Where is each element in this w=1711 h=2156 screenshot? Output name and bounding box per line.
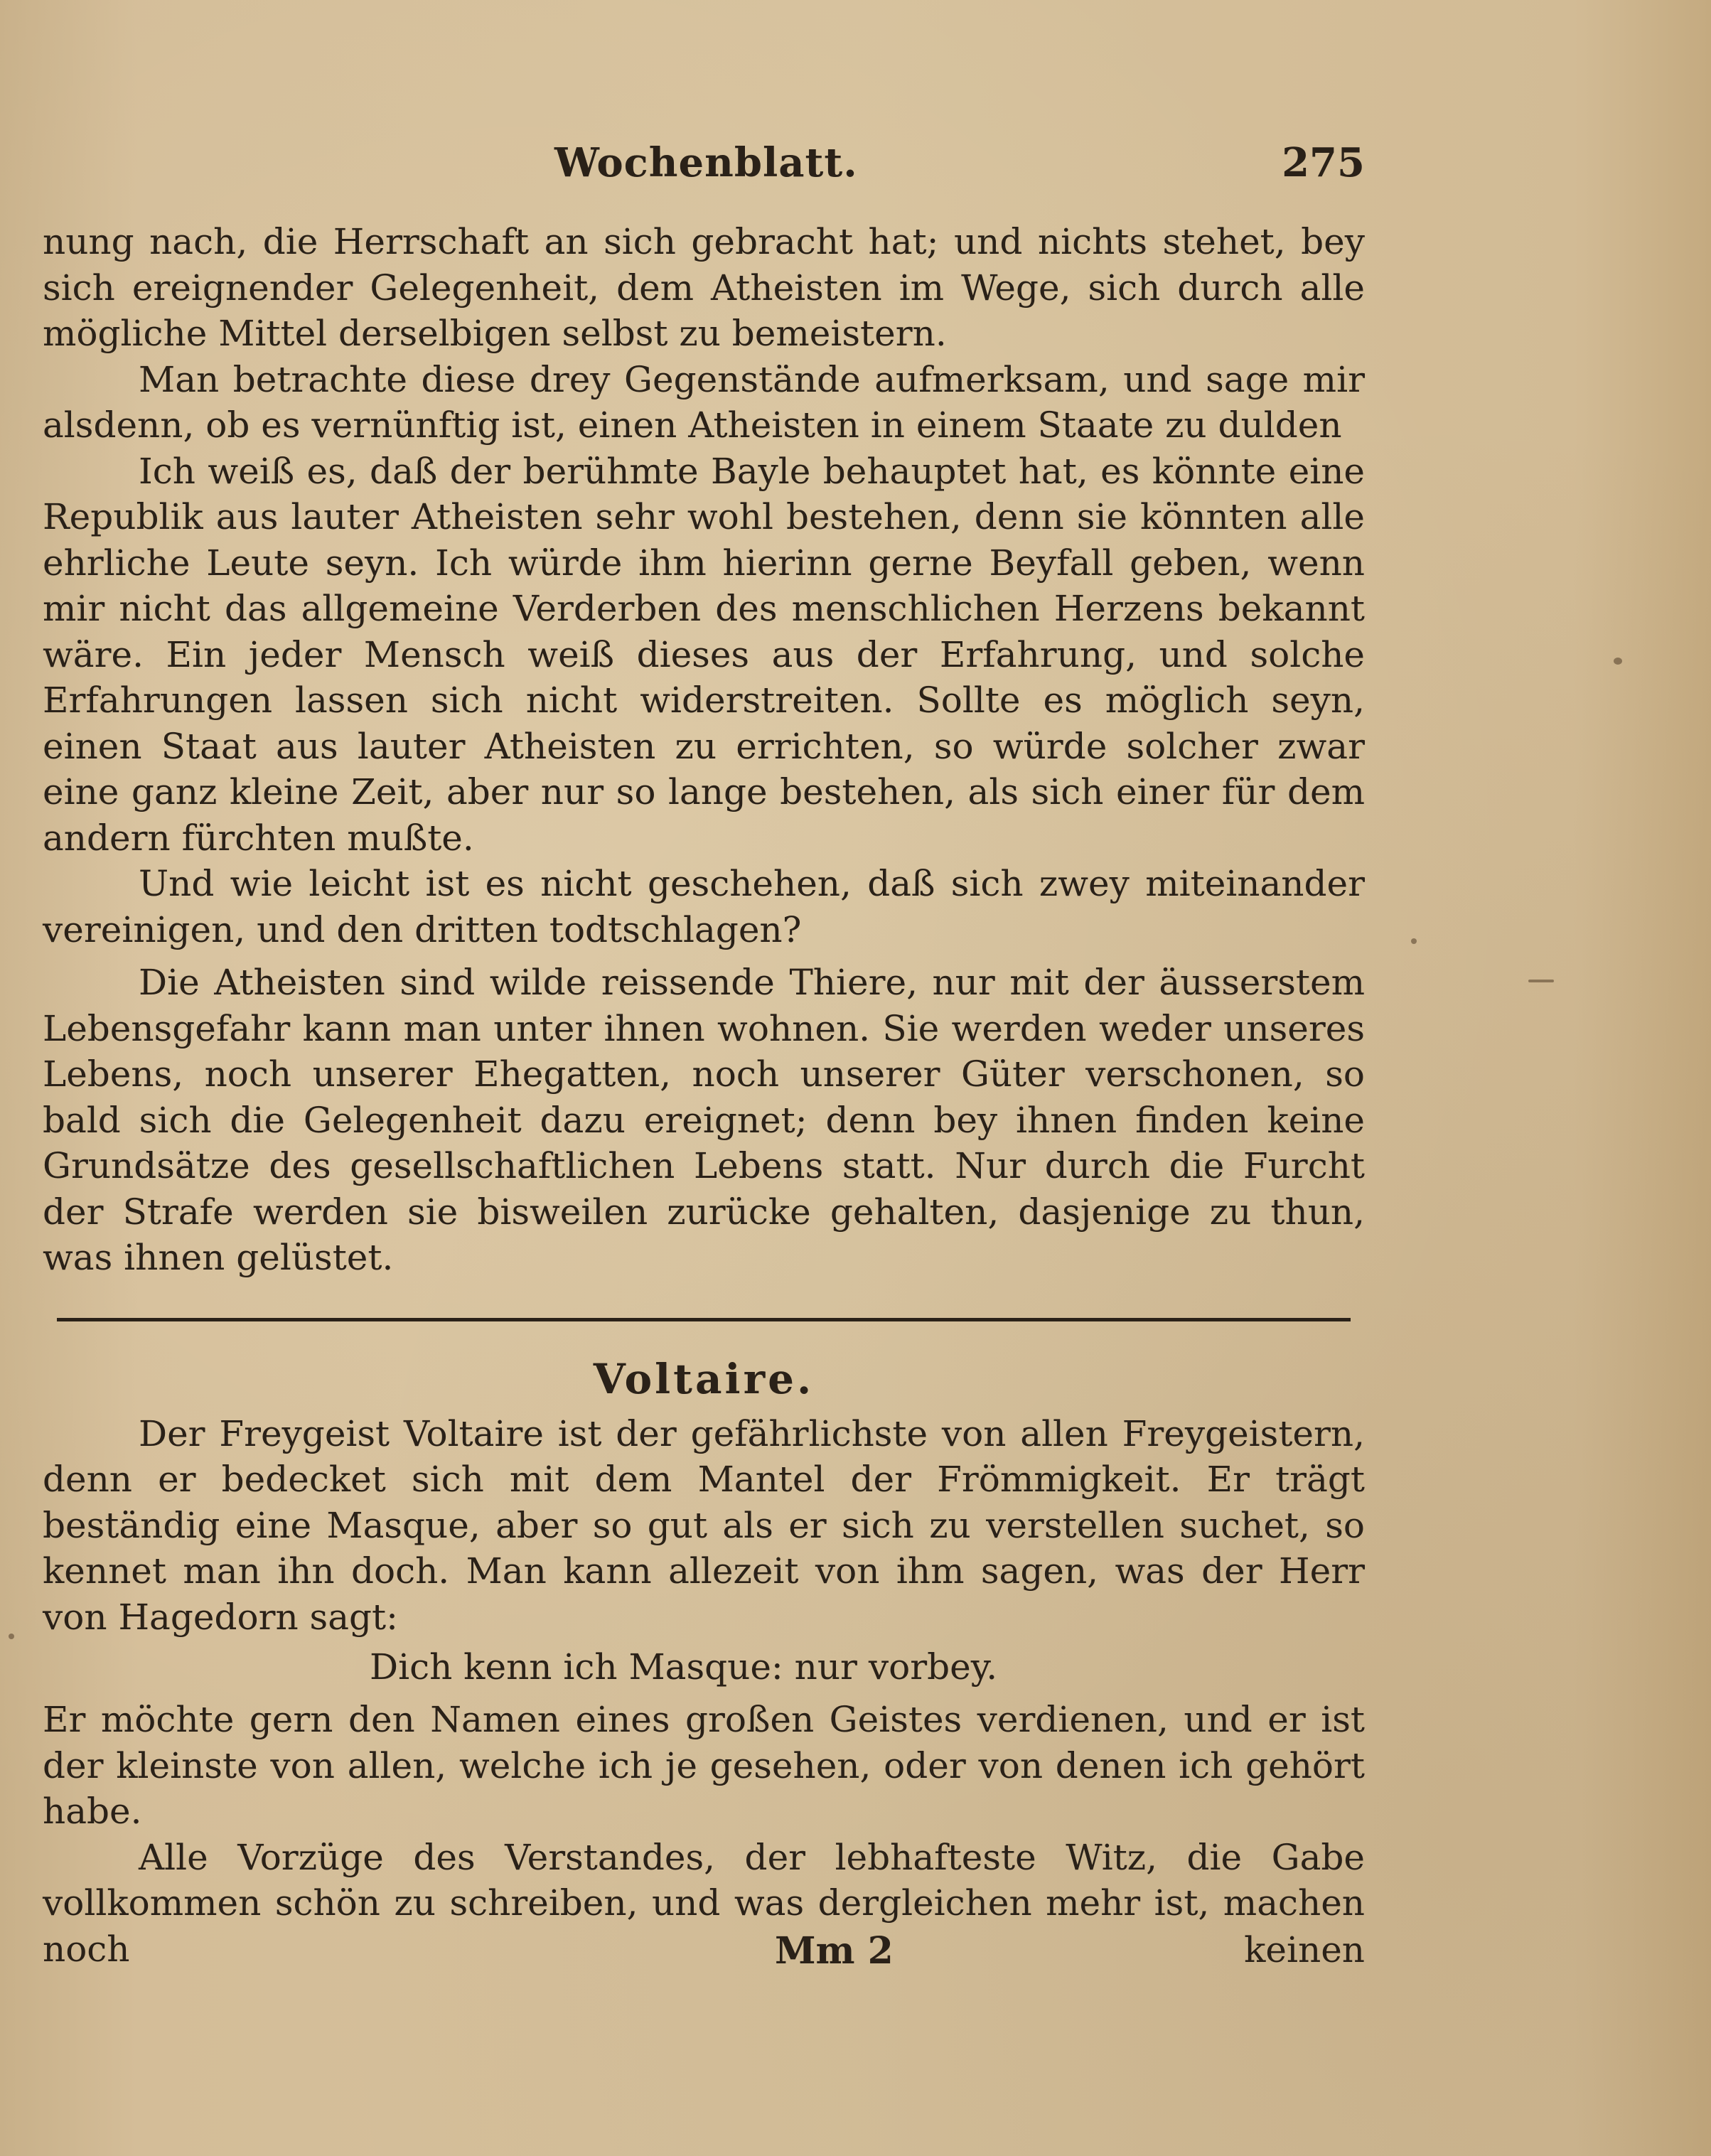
paper-speck — [9, 1634, 14, 1639]
running-title: Wochenblatt. — [554, 139, 858, 186]
section-title: Voltaire. — [593, 1354, 815, 1403]
section-intro: Der Freygeist Voltaire ist der gefährlichste von allen Freygeistern, denn er bedecket sich mit dem Mantel der Frömmigkeit. Er trägt beständig eine Masque, aber so gut als er sich zu verstellen suchet, so kennet man ihn doch. Man kann allezeit von ihm sagen, was der Herr von Hagedorn sagt: — [43, 1412, 1365, 1638]
paragraph: Und wie leicht ist es nicht geschehen, daß sich zwey miteinander vereinigen, und den dritten todtschlagen? — [43, 863, 1365, 950]
page-body — [43, 219, 1365, 1972]
paper-speck — [1411, 938, 1417, 944]
section-divider — [57, 1318, 1351, 1321]
catchword: keinen — [1244, 1929, 1365, 1970]
page-number: 275 — [1282, 139, 1365, 186]
paragraph-continuation: nung nach, die Herrschaft an sich gebracht hat; und nichts stehet, bey sich ereignender Gelegenheit, dem Atheisten im Wege, sich durch alle mögliche Mittel derselbigen selbst zu bemeistern. — [43, 221, 1365, 354]
paragraph: Man betrachte diese drey Gegenstände aufmerksam, und sage mir alsdenn, ob es vernünftig ist, einen Atheisten in einem Staate zu dulden — [43, 358, 1365, 446]
page-header — [43, 139, 1365, 189]
paper-speck — [1528, 980, 1554, 982]
paper-speck — [1614, 658, 1622, 665]
page-footer — [43, 1929, 1365, 1979]
paragraph: Er möchte gern den Namen eines großen Geistes verdienen, und er ist der kleinste von allen, welche ich je gesehen, oder von denen ich gehört habe. — [43, 1699, 1365, 1832]
paragraph: Alle Vorzüge des Verstandes, der lebhafteste Witz, die Gabe vollkommen schön zu schreiben, und was dergleichen mehr ist, machen noch — [43, 1836, 1365, 1970]
signature-mark: Mm 2 — [775, 1929, 894, 1973]
paragraph: Ich weiß es, daß der berühmte Bayle behauptet hat, es könnte eine Republik aus lauter Atheisten sehr wohl bestehen, denn sie könnten alle ehrliche Leute seyn. Ich würde ihm hierinn gerne Beyfall geben, wenn mir nicht das allgemeine Verderben des menschlichen Herzens bekannt wäre. Ein jeder Mensch weiß dieses aus der Erfahrung, und solche Erfahrungen lassen sich nicht widerstreiten. Sollte es möglich seyn, einen Staat aus lauter Atheisten zu errichten, so würde solcher zwar eine ganz kleine Zeit, aber nur so lange bestehen, als sich einer für dem andern fürchten mußte. — [43, 450, 1365, 859]
verse-quote: Dich kenn ich Masque: nur vorbey. — [370, 1646, 998, 1688]
paragraph: Die Atheisten sind wilde reissende Thiere, nur mit der äusserstem Lebensgefahr kann man unter ihnen wohnen. Sie werden weder unseres Lebens, noch unserer Ehegatten, noch unserer Güter verschonen, so bald sich die Gelegenheit dazu ereignet; denn bey ihnen finden keine Grundsätze des gesellschaftlichen Lebens statt. Nur durch die Furcht der Strafe werden sie bisweilen zurücke gehalten, dasjenige zu thun, was ihnen gelüstet. — [43, 962, 1365, 1278]
